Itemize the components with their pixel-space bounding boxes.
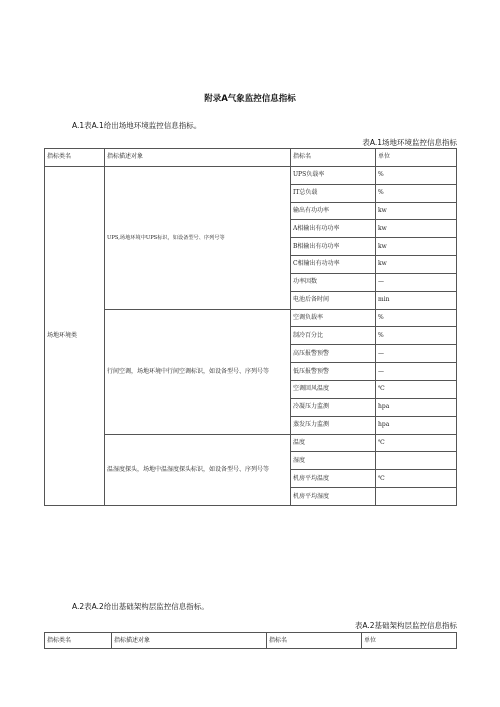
table-a2 [44, 632, 457, 649]
unit-cell: kw [376, 238, 457, 256]
metric-name-cell: A相输出有功功率 [291, 220, 376, 238]
metric-name-cell: 温度 [291, 434, 376, 452]
header-cell: 指标描述对象 [105, 149, 291, 167]
metric-name-cell: 制冷百分比 [291, 327, 376, 345]
table-a2-header-row [45, 633, 457, 649]
unit-cell: ℃ [376, 380, 457, 398]
unit-cell: hpa [376, 416, 457, 434]
unit-cell: ℃ [376, 434, 457, 452]
section-a1-intro: A.1表A.1给出场地环境监控信息指标。 [72, 121, 202, 130]
unit-cell: — [376, 345, 457, 363]
metric-name-cell: UPS负载率 [291, 166, 376, 184]
unit-cell: — [376, 273, 457, 291]
metric-name-cell: 机房平均温度 [291, 470, 376, 488]
unit-cell [376, 452, 457, 470]
unit-cell: kw [376, 202, 457, 220]
unit-cell: min [376, 291, 457, 309]
header-cell: 指标类名 [45, 149, 105, 167]
table-row [45, 434, 457, 452]
unit-cell: kw [376, 220, 457, 238]
header-cell: 指标名 [291, 149, 376, 167]
metric-name-cell: 空调负载率 [291, 309, 376, 327]
unit-cell: hpa [376, 398, 457, 416]
metric-name-cell: 低压报警预警 [291, 363, 376, 381]
metric-name-cell: C相输出有功功率 [291, 256, 376, 274]
object-cell: 行间空调，场地环境中行间空调标识，如设备型号、序列号等 [105, 309, 291, 434]
metric-name-cell: 机房平均湿度 [291, 488, 376, 506]
metric-name-cell: 冷凝压力监测 [291, 398, 376, 416]
object-cell: 温湿度探头，场地中温湿度探头标识，如设备型号、序列号等 [105, 434, 291, 506]
unit-cell: % [376, 309, 457, 327]
unit-cell: ℃ [376, 470, 457, 488]
table-row [45, 166, 457, 184]
unit-cell: % [376, 184, 457, 202]
metric-name-cell: 高压报警预警 [291, 345, 376, 363]
table-a1 [44, 148, 457, 506]
metric-name-cell: IT总负载 [291, 184, 376, 202]
metric-name-cell: 电池后备时间 [291, 291, 376, 309]
header-cell: 单位 [362, 633, 457, 649]
unit-cell: — [376, 363, 457, 381]
unit-cell: % [376, 166, 457, 184]
metric-name-cell: 空调回风温度 [291, 380, 376, 398]
header-cell: 指标名 [267, 633, 362, 649]
table-a2-caption: 表A.2基础架构层监控信息指标 [354, 621, 457, 630]
table-a1-caption: 表A.1场地环境监控信息指标 [362, 138, 457, 147]
unit-cell: % [376, 327, 457, 345]
table-a1-header-row [45, 149, 457, 167]
table-row [45, 309, 457, 327]
object-cell: UPS,场地环境中UPS标识，如设备型号、序列号等 [105, 166, 291, 309]
metric-name-cell: B相输出有功功率 [291, 238, 376, 256]
unit-cell: kw [376, 256, 457, 274]
category-cell: 场地环境类 [45, 166, 105, 505]
metric-name-cell: 湿度 [291, 452, 376, 470]
metric-name-cell: 功率因数 [291, 273, 376, 291]
metric-name-cell: 输出有功功率 [291, 202, 376, 220]
header-cell: 指标描述对象 [112, 633, 267, 649]
appendix-title: 附录A气象监控信息指标 [204, 94, 296, 104]
section-a2-intro: A.2表A.2给出基础架构层监控信息指标。 [72, 602, 209, 611]
header-cell: 单位 [376, 149, 457, 167]
unit-cell [376, 488, 457, 506]
metric-name-cell: 蒸发压力监测 [291, 416, 376, 434]
header-cell: 指标类名 [45, 633, 112, 649]
